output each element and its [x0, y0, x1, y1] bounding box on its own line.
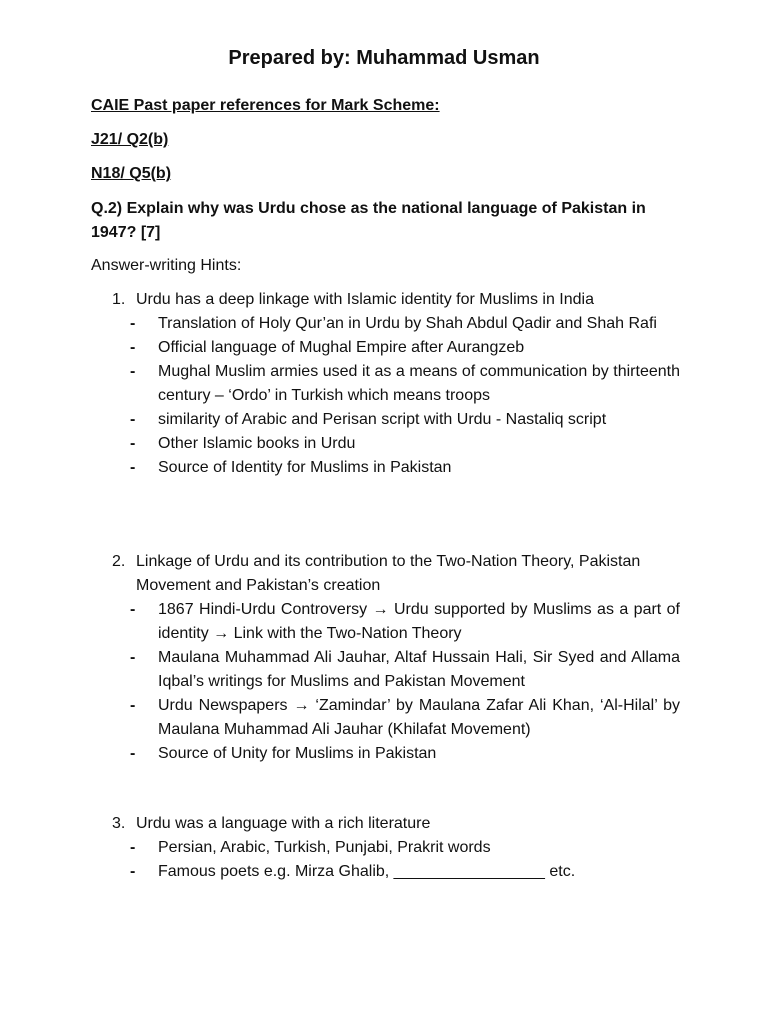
list-item: - Mughal Muslim armies used it as a means of communication by thirteenth century – ‘Ordo’ in Turkish which means troops — [112, 360, 680, 408]
bullet-dash: - — [130, 363, 136, 380]
bullet-dash: - — [130, 601, 136, 618]
point-number: 3. — [112, 815, 126, 832]
list-item: - Official language of Mughal Empire after Aurangzeb — [112, 336, 680, 360]
point-heading: Urdu has a deep linkage with Islamic identity for Muslims in India — [136, 291, 594, 308]
bullet-dash: - — [130, 649, 136, 666]
bullet-list — [112, 836, 680, 884]
point-2 — [112, 550, 680, 766]
bullet-dash: - — [130, 697, 136, 714]
bullet-list — [112, 598, 680, 766]
mark-scheme-reference-heading: CAIE Past paper references for Mark Scheme: — [91, 97, 440, 114]
point-3 — [112, 812, 680, 884]
list-item: - Famous poets e.g. Mirza Ghalib, _________________ etc. — [112, 860, 680, 884]
bullet-dash: - — [130, 459, 136, 476]
list-item: - 1867 Hindi-Urdu Controversy → Urdu supported by Muslims as a part of identity → Link with the Two-Nation Theory — [112, 598, 680, 646]
list-item: - Urdu Newspapers → ‘Zamindar’ by Maulana Zafar Ali Khan, ‘Al-Hilal’ by Maulana Muhammad Ali Jauhar (Khilafat Movement) — [112, 694, 680, 742]
bullet-dash: - — [130, 315, 136, 332]
list-item: - Source of Unity for Muslims in Pakistan — [112, 742, 680, 766]
list-item: - Source of Identity for Muslims in Pakistan — [112, 456, 680, 480]
reference-j21: J21/ Q2(b) — [91, 131, 169, 148]
author-title: Prepared by: Muhammad Usman — [228, 47, 540, 69]
list-item: - Translation of Holy Qur’an in Urdu by Shah Abdul Qadir and Shah Rafi — [112, 312, 680, 336]
point-number: 2. — [112, 553, 126, 570]
question-text: Q.2) Explain why was Urdu chose as the national language of Pakistan in 1947? [7] — [91, 200, 646, 241]
list-item: - similarity of Arabic and Perisan script with Urdu - Nastaliq script — [112, 408, 680, 432]
point-heading: Urdu was a language with a rich literature — [136, 815, 431, 832]
hints-label: Answer-writing Hints: — [91, 257, 242, 274]
list-item: - Other Islamic books in Urdu — [112, 432, 680, 456]
list-item: - Maulana Muhammad Ali Jauhar, Altaf Hussain Hali, Sir Syed and Allama Iqbal’s writings for Muslims and Pakistan Movement — [112, 646, 680, 694]
point-number: 1. — [112, 291, 126, 308]
reference-n18: N18/ Q5(b) — [91, 165, 172, 182]
bullet-list — [112, 312, 680, 480]
bullet-dash: - — [130, 339, 136, 356]
bullet-dash: - — [130, 863, 136, 880]
bullet-dash: - — [130, 745, 136, 762]
bullet-dash: - — [130, 839, 136, 856]
bullet-dash: - — [130, 435, 136, 452]
point-heading: Linkage of Urdu and its contribution to the Two-Nation Theory, Pakistan Movement and Pakistan’s creation — [136, 553, 641, 594]
bullet-dash: - — [130, 411, 136, 428]
list-item: - Persian, Arabic, Turkish, Punjabi, Prakrit words — [112, 836, 680, 860]
point-1 — [112, 288, 680, 480]
